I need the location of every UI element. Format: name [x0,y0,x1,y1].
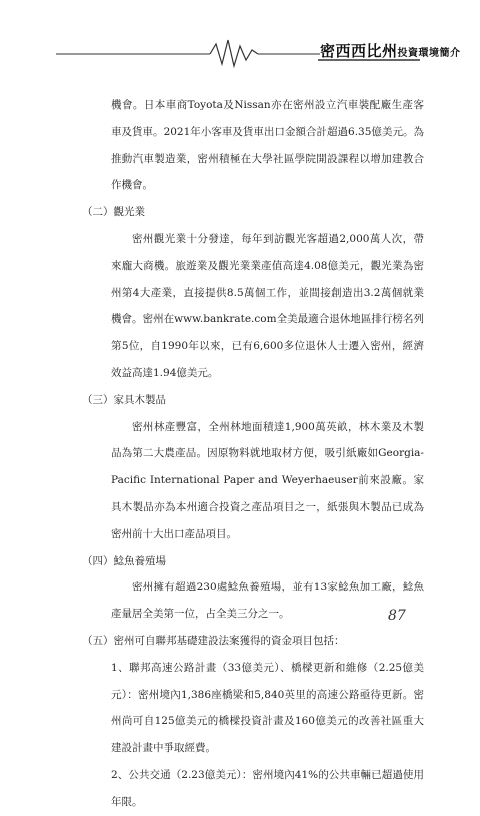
document-body [82,92,424,816]
page-header [0,32,480,72]
paragraph-furniture: 密州林產豐富，全州林地面積達1,900萬英畝，林木業及木製品為第二大農產品。因原物料就地取材方便，吸引紙廠如Georgia-Pacific International Paper and Weyerhaeuser前來設廠。家具木製品亦為本州適合投資之產品項目之一，紙張與木製品已成為密州前十大出口產品項目。 [111,420,424,540]
list-item-transit: 2、公共交通（2.23億美元）：密州境內41%的公共車輛已超過使用年限。 [111,768,424,808]
section-heading-tourism: （二）觀光業 [82,206,145,219]
paragraph-catfish: 密州擁有超過230處鯰魚養殖場，並有13家鯰魚加工廠，鯰魚產量居全美第一位，占全美三分之一。 [111,581,424,621]
section-heading-catfish: （四）鯰魚養殖場 [82,554,166,567]
header-title-sub: 投資環境簡介 [397,48,461,59]
paragraph-continued: 機會。日本車商Toyota及Nissan亦在密州設立汽車裝配廠生產客車及貨車。2021年小客車及貨車出口金額合計超過6.35億美元。為推動汽車製造業，密州積極在大學社區學院開設課程以增加建教合作機會。 [111,99,424,192]
list-item-highway: 1、聯邦高速公路計畫（33億美元）、橋樑更新和維修（2.25億美元）：密州境內1,386座橋梁和5,840英里的高速公路亟待更新。密州尚可自125億美元的橋樑投資計畫及160億美元的改善社區重大建設計畫中爭取經費。 [111,661,424,755]
header-title [320,40,461,61]
paragraph-tourism: 密州觀光業十分發達，每年到訪觀光客超過2,000萬人次，帶來龐大商機。旅遊業及觀光業業產值高達4.08億美元，觀光業為密州第4大產業，直接提供8.5萬個工作，並間接創造出3.2萬個就業機會。密州在www.bankrate.com全美最適合退休地區排行榜名列第5位，自1990年以來，已有6,600多位退休人士遷入密州，經濟效益高達1.94億美元。 [111,232,424,379]
page-number: 87 [388,608,406,624]
section-heading-federal-funds: （五）密州可自聯邦基礎建設法案獲得的資金項目包括： [82,634,345,647]
header-title-main: 密西西比州 [320,42,398,60]
section-heading-furniture: （三）家具木製品 [82,393,166,406]
